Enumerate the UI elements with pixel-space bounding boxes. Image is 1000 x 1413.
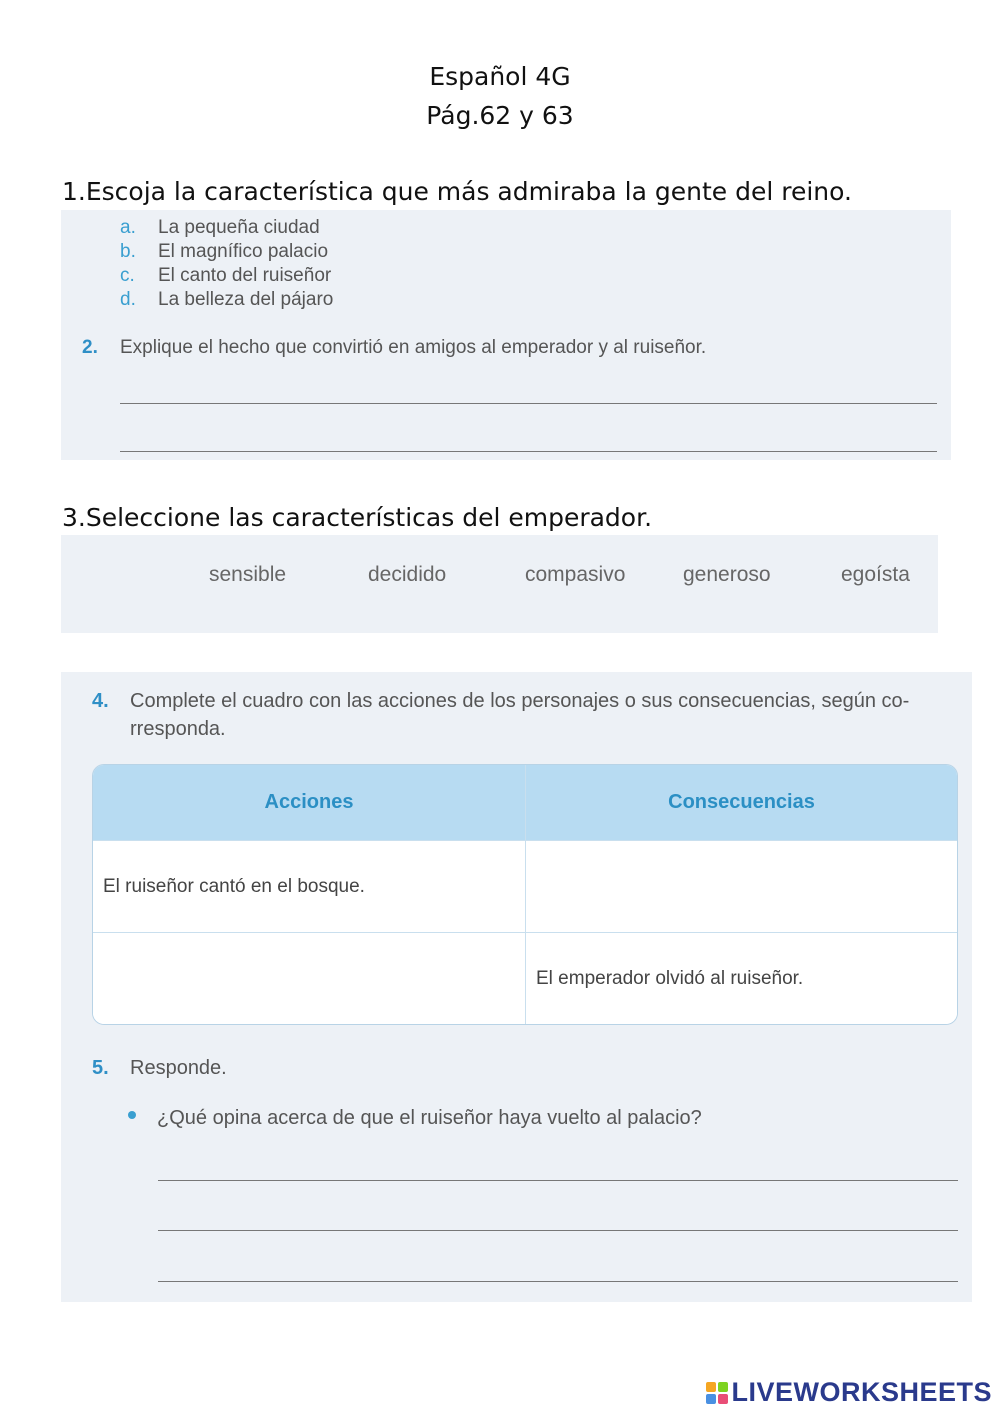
answer-line-q5-3[interactable] [158, 1281, 958, 1282]
question-4 [92, 690, 909, 713]
option-letter: b. [120, 241, 136, 262]
question-4-text-line2: rresponda. [130, 718, 226, 740]
logo-text: LIVEWORKSHEETS [731, 1377, 992, 1407]
word-option-egoista[interactable]: egoísta [841, 563, 910, 586]
column-header-acciones: Acciones [93, 765, 525, 840]
question-5 [92, 1057, 227, 1080]
question-4-text-line1: Complete el cuadro con las acciones de los personajes o sus consecuencias, según co- [130, 690, 910, 712]
option-c[interactable] [120, 265, 331, 287]
answer-line-q2-2[interactable] [120, 451, 937, 452]
option-text: El magnífico palacio [158, 241, 329, 262]
option-letter: a. [120, 217, 136, 238]
option-b[interactable] [120, 241, 328, 263]
logo-square [718, 1394, 728, 1404]
answer-line-q5-1[interactable] [158, 1180, 958, 1181]
question-1-heading: 1.Escoja la característica que más admiraba la gente del reino. [62, 177, 852, 206]
question-5-number: 5. [92, 1057, 109, 1079]
question-5-prompt: ¿Qué opina acerca de que el ruiseñor haya vuelto al palacio? [157, 1107, 702, 1129]
answer-line-q2-1[interactable] [120, 403, 937, 404]
word-option-generoso[interactable]: generoso [683, 563, 771, 586]
question-5-text: Responde. [130, 1057, 227, 1079]
logo-square [706, 1382, 716, 1392]
liveworksheets-logo [706, 1377, 992, 1408]
word-option-compasivo[interactable]: compasivo [525, 563, 626, 586]
question-2-text: Explique el hecho que convirtió en amigos al emperador y al ruiseñor. [120, 337, 707, 358]
table-cell-answer[interactable] [93, 932, 525, 1024]
table-row [93, 840, 957, 932]
question-2-number: 2. [82, 337, 98, 358]
option-text: La belleza del pájaro [158, 289, 334, 310]
worksheet-title: Español 4G [429, 62, 571, 91]
option-d[interactable] [120, 289, 333, 311]
bullet-icon [128, 1111, 136, 1119]
option-letter: d. [120, 289, 136, 310]
question-4-number: 4. [92, 690, 109, 712]
word-option-sensible[interactable]: sensible [209, 563, 287, 586]
question-3-heading: 3.Seleccione las características del emperador. [62, 503, 653, 532]
question-2 [82, 337, 706, 359]
table-cell-action: El ruiseñor cantó en el bosque. [93, 840, 525, 932]
table-row [93, 932, 957, 1024]
option-text: La pequeña ciudad [158, 217, 320, 238]
answer-line-q5-2[interactable] [158, 1230, 958, 1231]
logo-grid-icon [706, 1382, 728, 1404]
word-option-decidido[interactable]: decidido [368, 563, 447, 586]
table-header-row [93, 765, 957, 840]
question-3-panel [61, 535, 938, 633]
logo-square [718, 1382, 728, 1392]
option-letter: c. [120, 265, 135, 286]
column-header-consecuencias: Consecuencias [525, 765, 957, 840]
page-reference: Pág.62 y 63 [426, 101, 574, 130]
option-a[interactable] [120, 217, 320, 239]
actions-consequences-table [92, 764, 958, 1025]
table-cell-consequence: El emperador olvidó al ruiseñor. [525, 932, 957, 1024]
option-text: El canto del ruiseñor [158, 265, 332, 286]
table-cell-answer[interactable] [525, 840, 957, 932]
logo-square [706, 1394, 716, 1404]
